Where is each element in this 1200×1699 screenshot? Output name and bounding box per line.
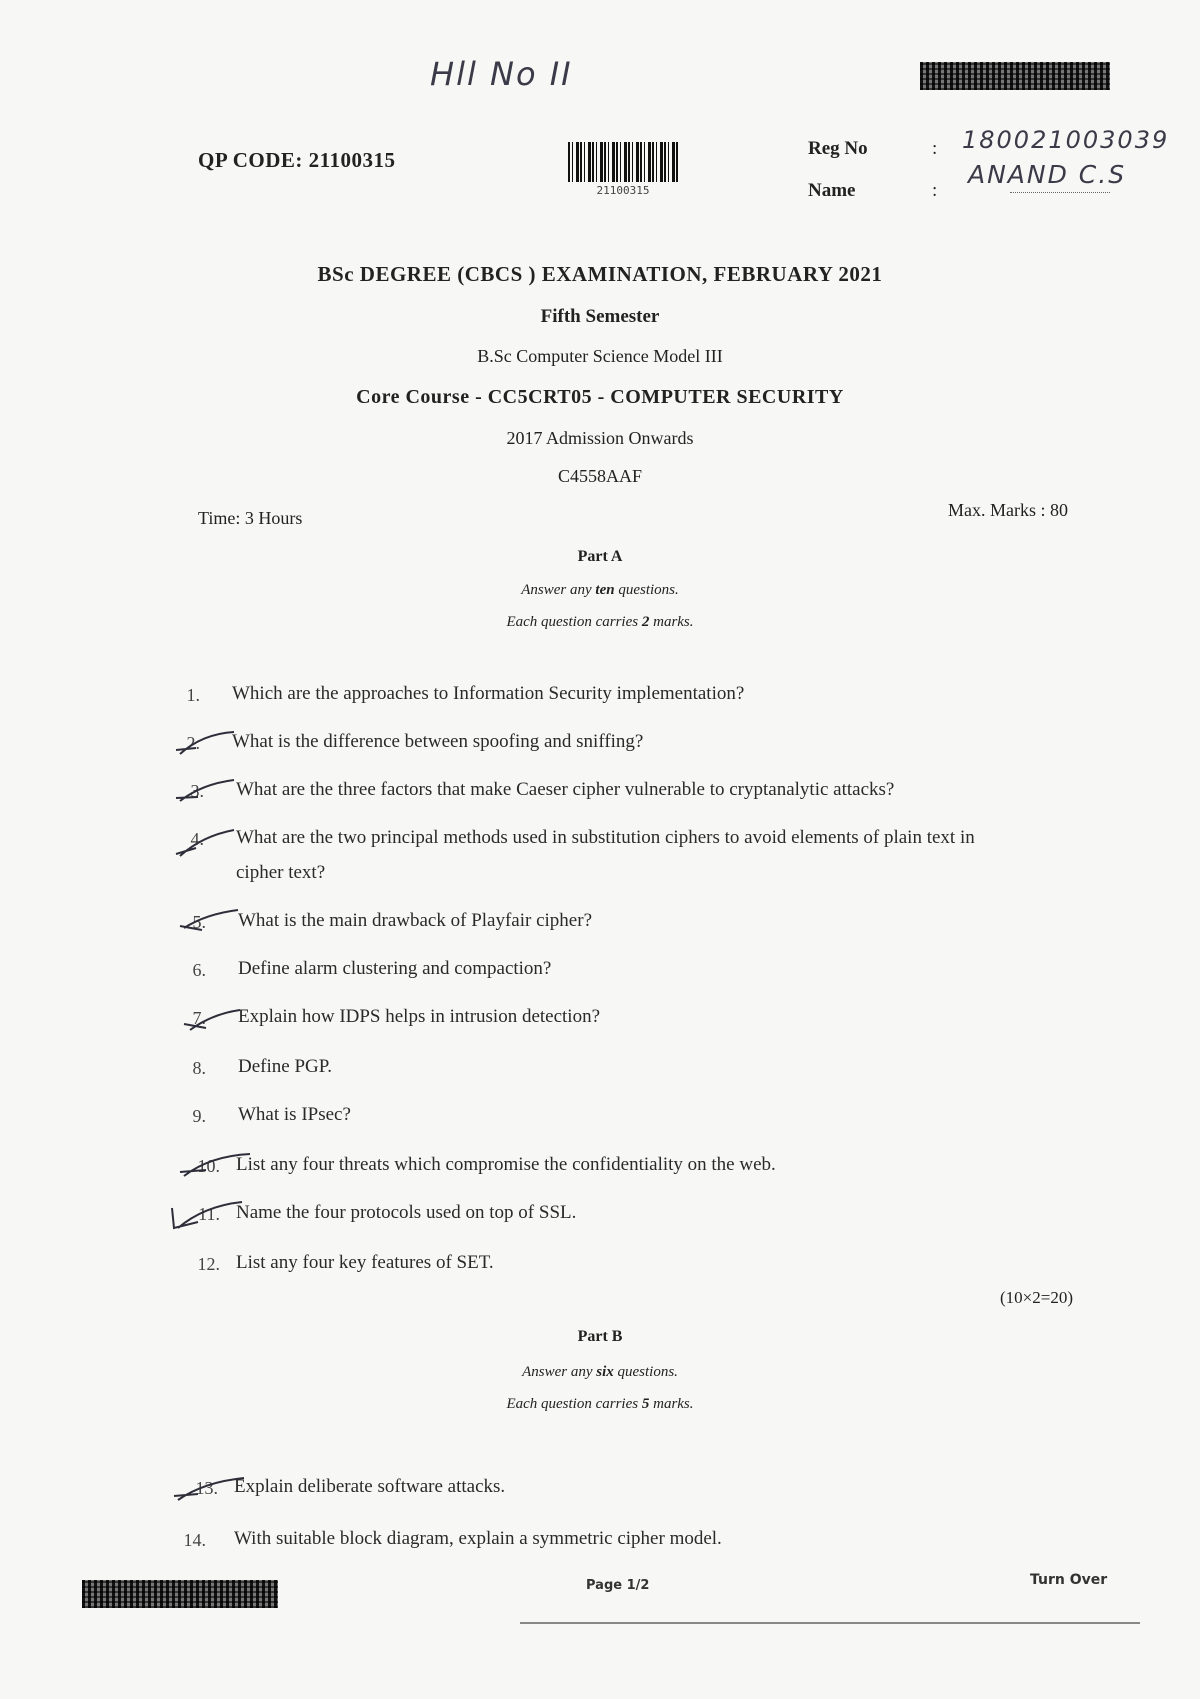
handwritten-hall-number: Hll No II <box>430 55 573 93</box>
time-label: Time: 3 Hours <box>198 508 303 528</box>
question-number: 12. <box>197 1254 220 1274</box>
check-mark-icon <box>168 1198 248 1234</box>
question-number: 5. <box>192 912 206 932</box>
name-underline <box>1010 192 1110 193</box>
question-number: 11. <box>198 1204 220 1224</box>
question-number: 8. <box>192 1058 206 1078</box>
question-text: List any four key features of SET. <box>236 1252 494 1273</box>
reg-no-value: 180021003039 <box>962 126 1170 154</box>
page-number: Page 1/2 <box>586 1578 650 1593</box>
question-text: Explain how IDPS helps in intrusion detection? <box>238 1006 601 1027</box>
reg-no-label: Reg No <box>808 138 868 159</box>
admission: 2017 Admission Onwards <box>506 428 694 448</box>
question-number: 9. <box>192 1106 206 1126</box>
check-mark-icon <box>172 826 242 860</box>
question-text: With suitable block diagram, explain a symmetric cipher model. <box>234 1528 722 1549</box>
question-text: Name the four protocols used on top of SSL. <box>236 1202 577 1223</box>
qr-code-bottom <box>82 1580 278 1608</box>
question-text: What are the three factors that make Caeser cipher vulnerable to cryptanalytic attacks? <box>236 779 895 800</box>
check-mark-icon <box>176 906 246 936</box>
qp-code: QP CODE: 21100315 <box>198 148 396 172</box>
footer-rule <box>520 1622 1140 1624</box>
question-text: Define alarm clustering and compaction? <box>238 958 552 979</box>
question-text: Define PGP. <box>238 1056 332 1077</box>
check-mark-icon <box>180 1006 250 1036</box>
max-marks: Max. Marks : 80 <box>948 500 1068 520</box>
question-text-continued: cipher text? <box>236 862 326 883</box>
turn-over: Turn Over <box>1030 1572 1108 1588</box>
part-a-instruction: Answer any ten questions. <box>521 582 679 598</box>
question-number: 3. <box>190 781 204 801</box>
part-b-instruction: Answer any six questions. <box>522 1364 678 1380</box>
paper-code: C4558AAF <box>557 466 642 486</box>
barcode-text: 21100315 <box>596 184 650 197</box>
reg-no-colon: : <box>932 138 938 159</box>
part-b-title: Part B <box>577 1328 623 1345</box>
question-number: 6. <box>192 960 206 980</box>
question-text: Explain deliberate software attacks. <box>234 1476 506 1497</box>
question-number: 2. <box>186 733 200 753</box>
exam-title: BSc DEGREE (CBCS ) EXAMINATION, FEBRUARY 2021 <box>317 262 883 286</box>
qr-code-top <box>920 62 1110 90</box>
question-number: 14. <box>183 1530 206 1550</box>
question-number: 10. <box>197 1156 220 1176</box>
question-text: Which are the approaches to Information Security implementation? <box>232 683 745 704</box>
question-number: 7. <box>192 1008 206 1028</box>
question-text: What is IPsec? <box>238 1104 351 1125</box>
programme: B.Sc Computer Science Model III <box>477 346 723 366</box>
part-b-marks-note: Each question carries 5 marks. <box>506 1396 694 1412</box>
check-mark-icon <box>176 1150 256 1180</box>
check-mark-icon <box>170 1474 250 1504</box>
name-label: Name <box>808 180 856 201</box>
check-mark-icon <box>172 728 242 758</box>
check-mark-icon <box>172 776 242 806</box>
question-number: 13. <box>195 1478 218 1498</box>
part-a-total: (10×2=20) <box>1000 1288 1073 1307</box>
course-title: Core Course - CC5CRT05 - COMPUTER SECURITY <box>356 386 844 408</box>
part-a-title: Part A <box>577 548 623 565</box>
question-text: What are the two principal methods used in substitution ciphers to avoid elements of plain text in <box>236 827 975 848</box>
name-value: ANAND C.S <box>968 160 1127 189</box>
question-number: 4. <box>190 829 204 849</box>
part-a-marks-note: Each question carries 2 marks. <box>506 614 694 630</box>
semester: Fifth Semester <box>540 306 660 327</box>
name-colon: : <box>932 180 938 201</box>
barcode <box>568 142 678 182</box>
question-number: 1. <box>186 685 200 705</box>
question-text: What is the main drawback of Playfair cipher? <box>238 910 592 931</box>
question-text: List any four threats which compromise the confidentiality on the web. <box>236 1154 776 1175</box>
question-text: What is the difference between spoofing and sniffing? <box>232 731 644 752</box>
